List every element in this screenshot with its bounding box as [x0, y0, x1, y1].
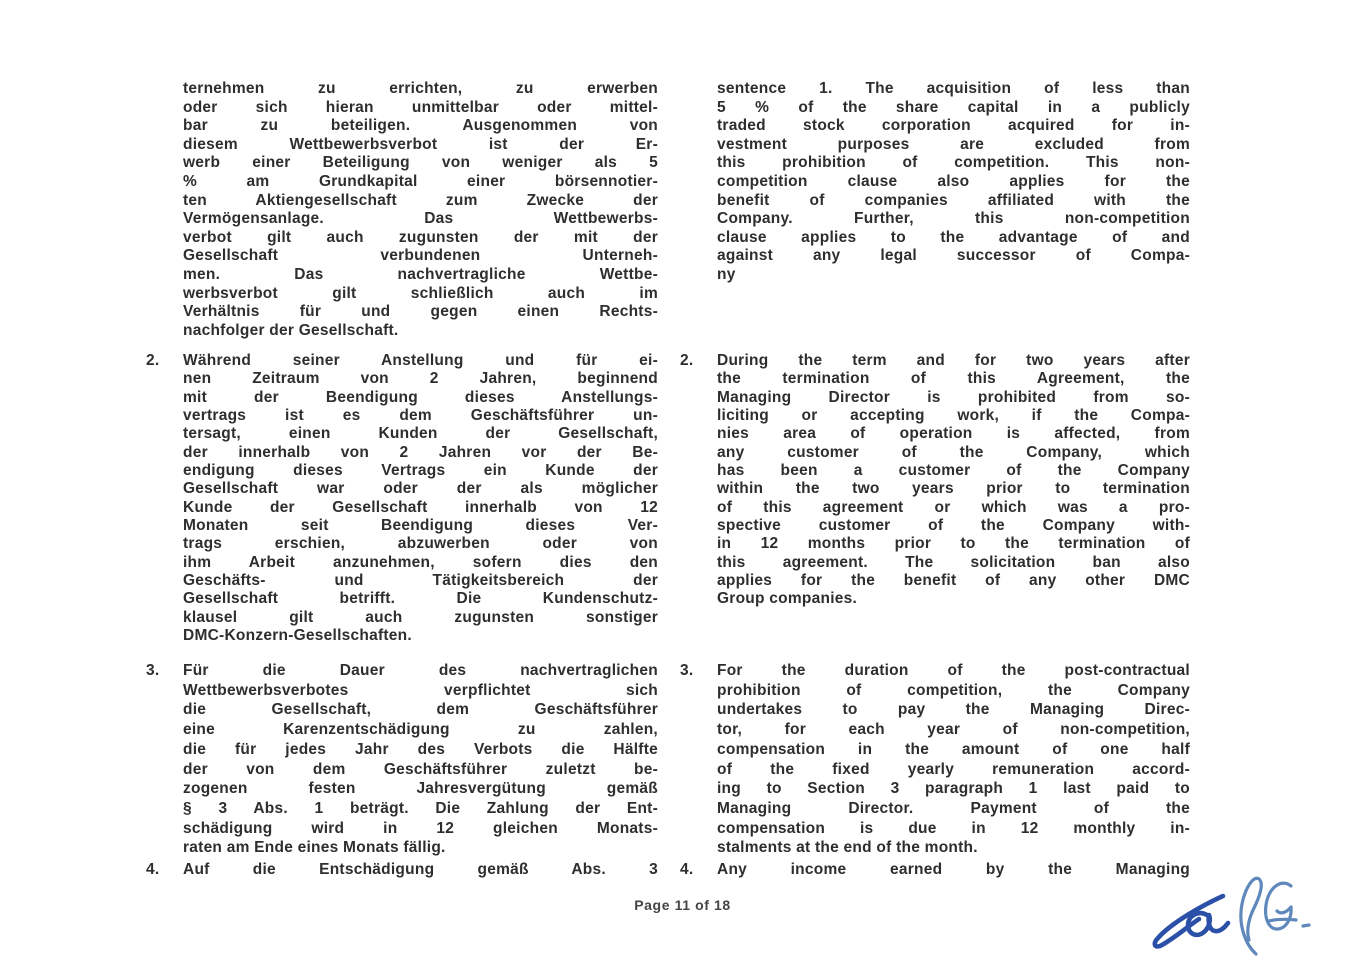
text-line: werb einer Beteiligung von weniger als 5	[183, 154, 658, 172]
text-line: vertrags ist es dem Geschäftsführer un-	[183, 407, 658, 425]
text-line: Geschäfts- und Tätigkeitsbereich der	[183, 572, 658, 590]
text-line: bar zu beteiligen. Ausgenommen von	[183, 117, 658, 135]
handwritten-initials-left-icon	[1155, 896, 1228, 946]
text-line: Monaten seit Beendigung dieses Ver-	[183, 517, 658, 535]
text-line: Gesellschaft betrifft. Die Kundenschutz-	[183, 590, 658, 608]
text-line: has been a customer of the Company	[717, 462, 1190, 480]
text-line: this prohibition of competition. This non-	[717, 154, 1190, 172]
text-line: zogenen festen Jahresvergütung gemäß	[183, 780, 658, 798]
text-line: % am Grundkapital einer börsennotier-	[183, 172, 658, 190]
text-line: Auf die Entschädigung gemäß Abs. 3	[183, 861, 658, 878]
clause-text-english	[717, 352, 1190, 609]
text-line: prohibition of competition, the Company	[717, 681, 1190, 699]
clause-number: 4.	[680, 861, 694, 878]
text-line: mit der Beendigung dieses Anstellungs-	[183, 388, 658, 406]
text-line: applies for the benefit of any other DMC	[717, 572, 1190, 590]
clause-number: 2.	[146, 352, 160, 369]
text-line: of this agreement or which was a pro-	[717, 498, 1190, 516]
text-line: During the term and for two years after	[717, 352, 1190, 369]
text-line: vestment purposes are excluded from	[717, 135, 1190, 153]
text-line: Company. Further, this non-competition	[717, 210, 1190, 228]
text-line: sentence 1. The acquisition of less than	[717, 80, 1190, 97]
text-line: 5 % of the share capital in a publicly	[717, 98, 1190, 116]
page-number-label: Page 11 of 18	[634, 897, 731, 913]
text-line: Managing Director. Payment of the	[717, 799, 1190, 817]
text-line: Für die Dauer des nachvertraglichen	[183, 662, 658, 679]
text-line: endigung dieses Vertrags ein Kunde der	[183, 462, 658, 480]
text-line: nachfolger der Gesellschaft.	[183, 321, 399, 339]
text-line: in 12 months prior to the termination of	[717, 535, 1190, 553]
text-line: oder sich hieran unmittelbar oder mittel-	[183, 98, 658, 116]
text-line: compensation is due in 12 monthly in-	[717, 819, 1190, 837]
text-line: spective customer of the Company with-	[717, 517, 1190, 535]
english-column-cell	[680, 860, 1190, 880]
text-line: Gesellschaft war oder der als möglicher	[183, 480, 658, 498]
text-line: raten am Ende eines Monats fällig.	[183, 839, 446, 857]
handwritten-initials-right-icon	[1241, 878, 1309, 954]
text-line: Any income earned by the Managing	[717, 861, 1190, 878]
text-line: der innerhalb von 2 Jahren vor der Be-	[183, 443, 658, 461]
german-column-cell	[146, 661, 658, 858]
text-line: compensation in the amount of one half	[717, 740, 1190, 758]
english-column-cell	[680, 661, 1190, 858]
text-line: Group companies.	[717, 590, 858, 608]
text-line: benefit of companies affiliated with the	[717, 191, 1190, 209]
text-line: der von dem Geschäftsführer zuletzt be-	[183, 760, 658, 778]
text-line: stalments at the end of the month.	[717, 839, 978, 857]
text-line: klausel gilt auch zugunsten sonstiger	[183, 608, 658, 626]
text-line: werbsverbot gilt schließlich auch im	[183, 284, 658, 302]
text-line: nies area of operation is affected, from	[717, 425, 1190, 443]
german-column-cell	[146, 80, 658, 340]
text-line: ihm Arbeit anzunehmen, sofern dies den	[183, 553, 658, 571]
clause-number: 2.	[680, 352, 694, 369]
clause-text-english	[717, 661, 1190, 858]
text-line: Vermögensanlage. Das Wettbewerbs-	[183, 210, 658, 228]
text-line: eine Karenzentschädigung zu zahlen,	[183, 721, 658, 739]
text-line: Während seiner Anstellung und für ei-	[183, 352, 658, 369]
text-line: diesem Wettbewerbsverbot ist der Er-	[183, 135, 658, 153]
text-line: ny	[717, 265, 736, 283]
clause-text-german	[183, 860, 658, 880]
german-column-cell	[146, 352, 658, 646]
text-line: Managing Director is prohibited from so-	[717, 388, 1190, 406]
german-column-cell	[146, 860, 658, 880]
text-line: ternehmen zu errichten, zu erwerben	[183, 80, 658, 97]
text-line: the termination of this Agreement, the	[717, 370, 1190, 388]
clause-number: 3.	[680, 662, 694, 679]
signature-area	[1125, 862, 1365, 966]
text-line: against any legal successor of Compa-	[717, 247, 1190, 265]
text-line: competition clause also applies for the	[717, 172, 1190, 190]
text-line: Gesellschaft verbundenen Unterneh-	[183, 247, 658, 265]
text-line: Verhältnis für und gegen einen Rechts-	[183, 303, 658, 321]
text-line: within the two years prior to termination	[717, 480, 1190, 498]
clause-text-german	[183, 80, 658, 340]
text-line: men. Das nachvertragliche Wettbe-	[183, 265, 658, 283]
text-line: DMC-Konzern-Gesellschaften.	[183, 627, 412, 645]
clause-text-german	[183, 661, 658, 858]
text-line: die Gesellschaft, dem Geschäftsführer	[183, 701, 658, 719]
clause-number: 4.	[146, 861, 160, 878]
text-line: nen Zeitraum von 2 Jahren, beginnend	[183, 370, 658, 388]
text-line: die für jedes Jahr des Verbots die Hälfte	[183, 740, 658, 758]
text-line: Wettbewerbsverbotes verpflichtet sich	[183, 681, 658, 699]
text-line: verbot gilt auch zugunsten der mit der	[183, 228, 658, 246]
text-line: liciting or accepting work, if the Compa-	[717, 407, 1190, 425]
text-line: undertakes to pay the Managing Direc-	[717, 701, 1190, 719]
text-line: ten Aktiengesellschaft zum Zwecke der	[183, 191, 658, 209]
english-column-cell	[680, 80, 1190, 285]
text-line: tersagt, einen Kunden der Gesellschaft,	[183, 425, 658, 443]
clause-text-german	[183, 352, 658, 646]
english-column-cell	[680, 352, 1190, 609]
text-line: this agreement. The solicitation ban also	[717, 553, 1190, 571]
text-line: clause applies to the advantage of and	[717, 228, 1190, 246]
text-line: any customer of the Company, which	[717, 443, 1190, 461]
clause-text-english	[717, 860, 1190, 880]
text-line: schädigung wird in 12 gleichen Monats-	[183, 819, 658, 837]
clause-number: 3.	[146, 662, 160, 679]
text-line: traded stock corporation acquired for in-	[717, 117, 1190, 135]
text-line: Kunde der Gesellschaft innerhalb von 12	[183, 498, 658, 516]
text-line: For the duration of the post-contractual	[717, 662, 1190, 679]
text-line: trags erschien, abzuwerben oder von	[183, 535, 658, 553]
clause-text-english	[717, 80, 1190, 285]
text-line: ing to Section 3 paragraph 1 last paid to	[717, 780, 1190, 798]
text-line: tor, for each year of non-competition,	[717, 721, 1190, 739]
text-line: of the fixed yearly remuneration accord-	[717, 760, 1190, 778]
text-line: § 3 Abs. 1 beträgt. Die Zahlung der Ent-	[183, 799, 658, 817]
